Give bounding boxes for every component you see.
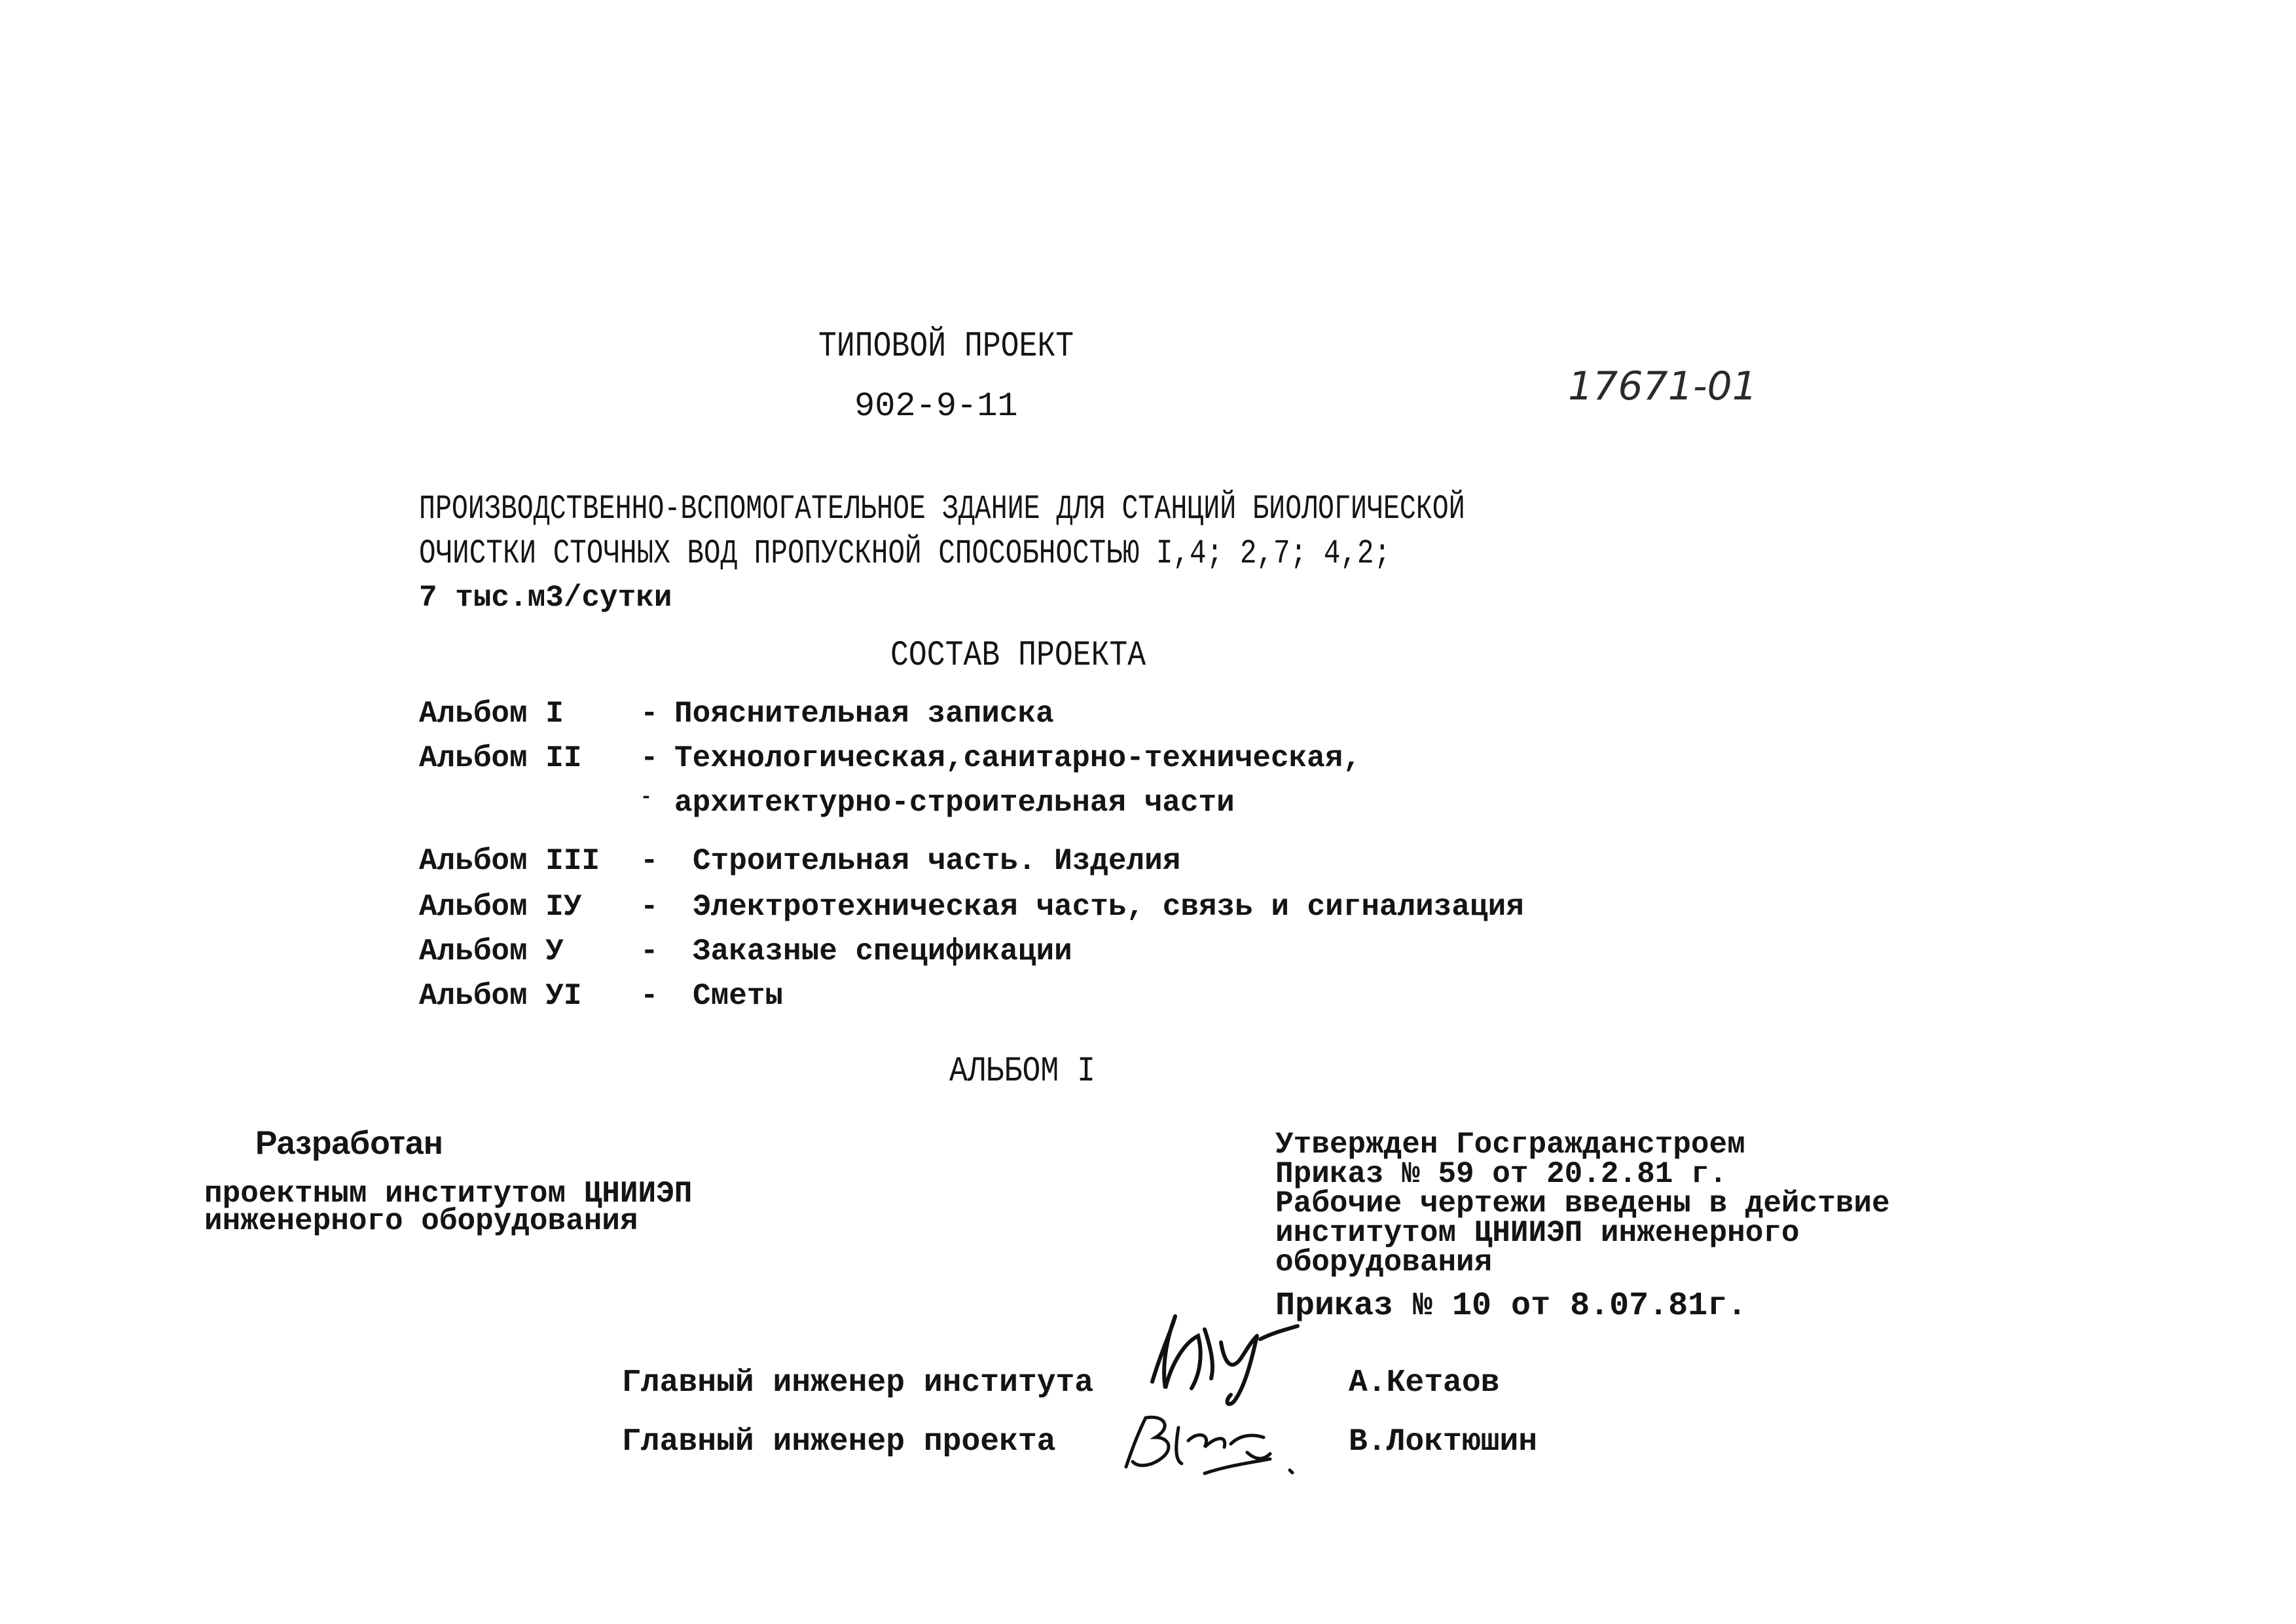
description-line-2: ОЧИСТКИ СТОЧНЫХ ВОД ПРОПУСКНОЙ СПОСОБНОСТЬЮ I,4; 2,7; 4,2; (419, 534, 1391, 573)
album-desc: Пояснительная записка (674, 697, 1054, 731)
project-number: 902-9-11 (854, 387, 1018, 426)
inventory-number: 17671-01 (1568, 363, 1757, 409)
approval-line-4: институтом ЦНИИЭП инженерного (1275, 1216, 1800, 1250)
signature-role: Главный инженер проекта (622, 1424, 1056, 1460)
album-dash: - (640, 741, 659, 775)
album-dash: - (640, 979, 659, 1013)
album-desc: Заказные спецификации (693, 934, 1072, 969)
album-dash: - (640, 697, 659, 731)
album-dash: - (640, 934, 659, 969)
album-name: Альбом III (419, 844, 600, 878)
developer-label: Разработан (255, 1124, 443, 1161)
signature-name: В.Локтюшин (1349, 1424, 1538, 1460)
approval-line-2: Приказ № 59 от 20.2.81 г. (1275, 1157, 1728, 1191)
album-name: Альбом I (419, 697, 564, 731)
signature-role: Главный инженер института (622, 1365, 1094, 1401)
approval-line-6: Приказ № 10 от 8.07.81г. (1275, 1287, 1747, 1325)
description-line-3: 7 тыс.м3/сутки (419, 581, 672, 615)
album-desc: Технологическая,санитарно-техническая, (674, 741, 1361, 775)
composition-heading: СОСТАВ ПРОЕКТА (890, 636, 1146, 676)
signature-name: А.Кетаов (1349, 1365, 1500, 1401)
developer-line-2: инженерного оборудования (204, 1204, 638, 1238)
handwritten-signature (1106, 1401, 1316, 1486)
approval-line-5: оборудования (1275, 1246, 1493, 1280)
approval-line-3: Рабочие чертежи введены в действие (1275, 1187, 1890, 1221)
album-desc: архитектурно-строительная части (674, 786, 1235, 820)
album-desc: Строительная часть. Изделия (693, 844, 1181, 878)
description-line-1: ПРОИЗВОДСТВЕННО-ВСПОМОГАТЕЛЬНОЕ ЗДАНИЕ ДЛЯ СТАНЦИЙ БИОЛОГИЧЕСКОЙ (419, 490, 1465, 528)
album-name: Альбом II (419, 741, 582, 775)
developer-line-1: проектным институтом ЦНИИЭП (204, 1177, 693, 1211)
approval-line-1: Утвержден Госгражданстроем (1275, 1128, 1745, 1162)
album-dash: - (640, 786, 653, 809)
album-dash: - (640, 844, 659, 878)
album-name: Альбом IУ (419, 890, 582, 924)
album-name: Альбом У (419, 934, 564, 969)
album-dash: - (640, 890, 659, 924)
current-album-heading: АЛЬБОМ I (949, 1052, 1095, 1092)
album-desc: Сметы (693, 979, 784, 1013)
album-desc: Электротехническая часть, связь и сигнализация (693, 890, 1524, 924)
album-name: Альбом УI (419, 979, 582, 1013)
handwritten-signature (1126, 1303, 1309, 1414)
document-type-title: ТИПОВОЙ ПРОЕКТ (818, 327, 1074, 367)
